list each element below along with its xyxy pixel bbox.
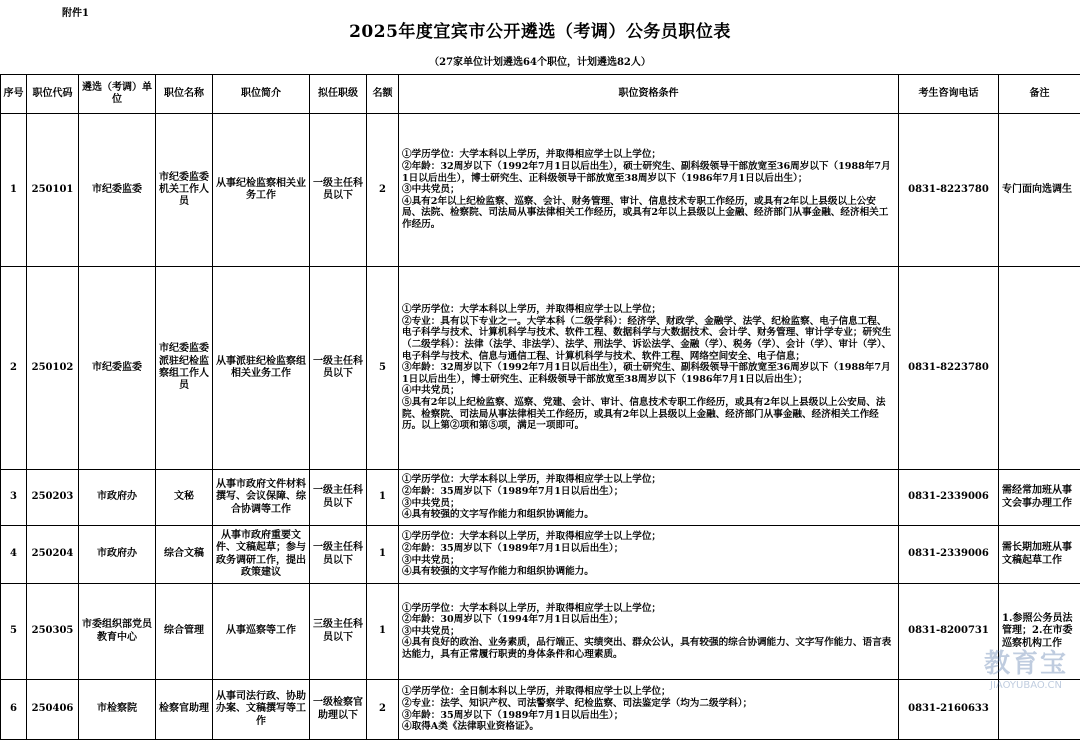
- cell-quota: 2: [367, 114, 399, 267]
- cell-code: 250102: [27, 267, 79, 470]
- cell-position: 综合文稿: [156, 526, 213, 584]
- cell-intro: 从事市政府文件材料撰写、会议保障、综合协调等工作: [213, 470, 310, 526]
- cell-intro: 从事巡察等工作: [213, 584, 310, 680]
- cell-code: 250101: [27, 114, 79, 267]
- table-row: [1, 584, 1080, 680]
- cell-phone: 0831-2160633: [899, 680, 999, 740]
- cell-quota: 1: [367, 584, 399, 680]
- header-code: 职位代码: [27, 75, 79, 114]
- cell-position: 文秘: [156, 470, 213, 526]
- cell-phone: 0831-8223780: [899, 267, 999, 470]
- header-seq: 序号: [1, 75, 27, 114]
- condition-line: ②年龄：32周岁以下（1992年7月1日以后出生），硕士研究生、副科级领导干部放宽至36周岁以下（1988年7月1日以后出生），博士研究生、正科级领导干部放宽至38周岁以下（1986年7月1日以后出生）；: [402, 161, 895, 184]
- condition-line: ④中共党员；: [402, 385, 895, 397]
- cell-conditions: [399, 526, 899, 584]
- cell-note: 专门面向选调生: [999, 114, 1080, 267]
- condition-line: ①学历学位：大学本科以上学历，并取得相应学士以上学位；: [402, 149, 895, 161]
- cell-unit: 市纪委监委: [79, 267, 156, 470]
- cell-intro: 从事纪检监察相关业务工作: [213, 114, 310, 267]
- header-phone: 考生咨询电话: [899, 75, 999, 114]
- cell-note: 需长期加班从事文稿起草工作: [999, 526, 1080, 584]
- cell-position: 检察官助理: [156, 680, 213, 740]
- cell-note: 需经常加班从事文会事办理工作: [999, 470, 1080, 526]
- positions-table: [0, 74, 1080, 740]
- cell-unit: 市政府办: [79, 470, 156, 526]
- cell-rank: 一级主任科员以下: [310, 267, 367, 470]
- table-row: [1, 526, 1080, 584]
- condition-line: ③年龄：35周岁以下（1989年7月1日以后出生）；: [402, 710, 895, 722]
- cell-note: 1.参照公务员法管理；2.在市委巡察机构工作: [999, 584, 1080, 680]
- cell-seq: 1: [1, 114, 27, 267]
- cell-quota: 1: [367, 526, 399, 584]
- cell-conditions: [399, 470, 899, 526]
- condition-line: ①学历学位：大学本科以上学历，并取得相应学士以上学位；: [402, 474, 895, 486]
- cell-seq: 4: [1, 526, 27, 584]
- header-position: 职位名称: [156, 75, 213, 114]
- watermark-url: JIAOYUBAO.CN: [984, 680, 1068, 691]
- page-subtitle: （27家单位计划遴选64个职位，计划遴选82人）: [0, 53, 1080, 68]
- cell-unit: 市检察院: [79, 680, 156, 740]
- header-quota: 名额: [367, 75, 399, 114]
- cell-conditions: [399, 680, 899, 740]
- condition-line: ③中共党员；: [402, 555, 895, 567]
- condition-line: ②年龄：35周岁以下（1989年7月1日以后出生）；: [402, 486, 895, 498]
- cell-unit: 市纪委监委: [79, 114, 156, 267]
- header-intro: 职位简介: [213, 75, 310, 114]
- cell-conditions: [399, 584, 899, 680]
- cell-quota: 5: [367, 267, 399, 470]
- table-row: [1, 470, 1080, 526]
- table-row: [1, 267, 1080, 470]
- table-row: [1, 114, 1080, 267]
- condition-line: ④具有较强的文字写作能力和组织协调能力。: [402, 509, 895, 521]
- cell-intro: 从事司法行政、协助办案、文稿撰写等工作: [213, 680, 310, 740]
- condition-line: ④具有2年以上纪检监察、巡察、会计、财务管理、审计、信息技术专职工作经历，或具有2年以上县级以上公安局、法院、检察院、司法局从事法律相关工作经历，或具有2年以上县级以上金融、经济部门从事金融、经济相关工作经历。: [402, 196, 895, 231]
- cell-code: 250204: [27, 526, 79, 584]
- cell-rank: 一级主任科员以下: [310, 114, 367, 267]
- cell-position: 综合管理: [156, 584, 213, 680]
- cell-code: 250203: [27, 470, 79, 526]
- cell-phone: 0831-2339006: [899, 526, 999, 584]
- cell-note: [999, 267, 1080, 470]
- cell-phone: 0831-8223780: [899, 114, 999, 267]
- cell-conditions: [399, 267, 899, 470]
- cell-rank: 一级检察官助理以下: [310, 680, 367, 740]
- header-rank: 拟任职级: [310, 75, 367, 114]
- condition-line: ②专业：法学、知识产权、司法警察学、纪检监察、司法鉴定学（均为二级学科）；: [402, 698, 895, 710]
- cell-code: 250305: [27, 584, 79, 680]
- cell-seq: 3: [1, 470, 27, 526]
- cell-intro: 从事市政府重要文件、文稿起草；参与政务调研工作，提出政策建议: [213, 526, 310, 584]
- condition-line: ①学历学位：大学本科以上学历，并取得相应学士以上学位；: [402, 304, 895, 316]
- cell-rank: 一级主任科员以下: [310, 526, 367, 584]
- cell-code: 250406: [27, 680, 79, 740]
- cell-quota: 1: [367, 470, 399, 526]
- cell-seq: 5: [1, 584, 27, 680]
- header-unit: 遴选（考调）单位: [79, 75, 156, 114]
- table-header-row: [1, 75, 1080, 114]
- condition-line: ②年龄：30周岁以下（1994年7月1日以后出生）；: [402, 614, 895, 626]
- cell-intro: 从事派驻纪检监察组相关业务工作: [213, 267, 310, 470]
- condition-line: ③中共党员；: [402, 498, 895, 510]
- cell-phone: 0831-2339006: [899, 470, 999, 526]
- condition-line: ③中共党员；: [402, 184, 895, 196]
- cell-conditions: [399, 114, 899, 267]
- condition-line: ①学历学位：大学本科以上学历，并取得相应学士以上学位；: [402, 531, 895, 543]
- condition-line: ①学历学位：大学本科以上学历，并取得相应学士以上学位；: [402, 603, 895, 615]
- page-title: 2025年度宜宾市公开遴选（考调）公务员职位表: [0, 17, 1080, 42]
- watermark-logo: [984, 643, 1068, 691]
- cell-seq: 2: [1, 267, 27, 470]
- cell-phone: 0831-8200731: [899, 584, 999, 680]
- condition-line: ③年龄：32周岁以下（1992年7月1日以后出生），硕士研究生、副科级领导干部放宽至36周岁以下（1988年7月1日以后出生），博士研究生、正科级领导干部放宽至38周岁以下（1986年7月1日以后出生）；: [402, 362, 895, 385]
- condition-line: ④具有良好的政治、业务素质，品行端正、实绩突出、群众公认，具有较强的综合协调能力、文字写作能力、语言表达能力，具有正常履行职责的身体条件和心理素质。: [402, 637, 895, 660]
- cell-seq: 6: [1, 680, 27, 740]
- cell-position: 市纪委监委派驻纪检监察组工作人员: [156, 267, 213, 470]
- cell-position: 市纪委监委机关工作人员: [156, 114, 213, 267]
- cell-unit: 市政府办: [79, 526, 156, 584]
- condition-line: ④具有较强的文字写作能力和组织协调能力。: [402, 566, 895, 578]
- header-conditions: 职位资格条件: [399, 75, 899, 114]
- condition-line: ④取得A类《法律职业资格证》。: [402, 721, 895, 733]
- condition-line: ②年龄：35周岁以下（1989年7月1日以后出生）；: [402, 543, 895, 555]
- cell-rank: 一级主任科员以下: [310, 470, 367, 526]
- condition-line: ①学历学位：全日制本科以上学历，并取得相应学士以上学位；: [402, 686, 895, 698]
- cell-unit: 市委组织部党员教育中心: [79, 584, 156, 680]
- cell-quota: 2: [367, 680, 399, 740]
- watermark-text: 教育宝: [984, 643, 1068, 680]
- table-row: [1, 680, 1080, 740]
- condition-line: ③中共党员；: [402, 626, 895, 638]
- header-note: 备注: [999, 75, 1080, 114]
- attachment-label: 附件1: [62, 4, 89, 19]
- cell-rank: 三级主任科员以下: [310, 584, 367, 680]
- condition-line: ②专业：具有以下专业之一。大学本科（二级学科）：经济学、财政学、金融学、法学、纪检监察、电子信息工程、电子科学与技术、计算机科学与技术、软件工程、数据科学与大数据技术、会计学、财务管理、审计学专业；研究生（二级学科）：法律（法学、非法学）、法学、刑法学、诉讼法学、金融（学）、税务（学）、会计（学）、审计（学）、电子科学与技术、信息与通信工程、计算机科学与技术、软件工程、网络空间安全、电子信息；: [402, 316, 895, 362]
- condition-line: ⑤具有2年以上纪检监察、巡察、党建、会计、审计、信息技术专职工作经历，或具有2年以上县级以上公安局、法院、检察院、司法局从事法律相关工作经历，或具有2年以上县级以上金融、经济部门从事金融、经济相关工作经历。以上第②项和第⑤项，满足一项即可。: [402, 397, 895, 432]
